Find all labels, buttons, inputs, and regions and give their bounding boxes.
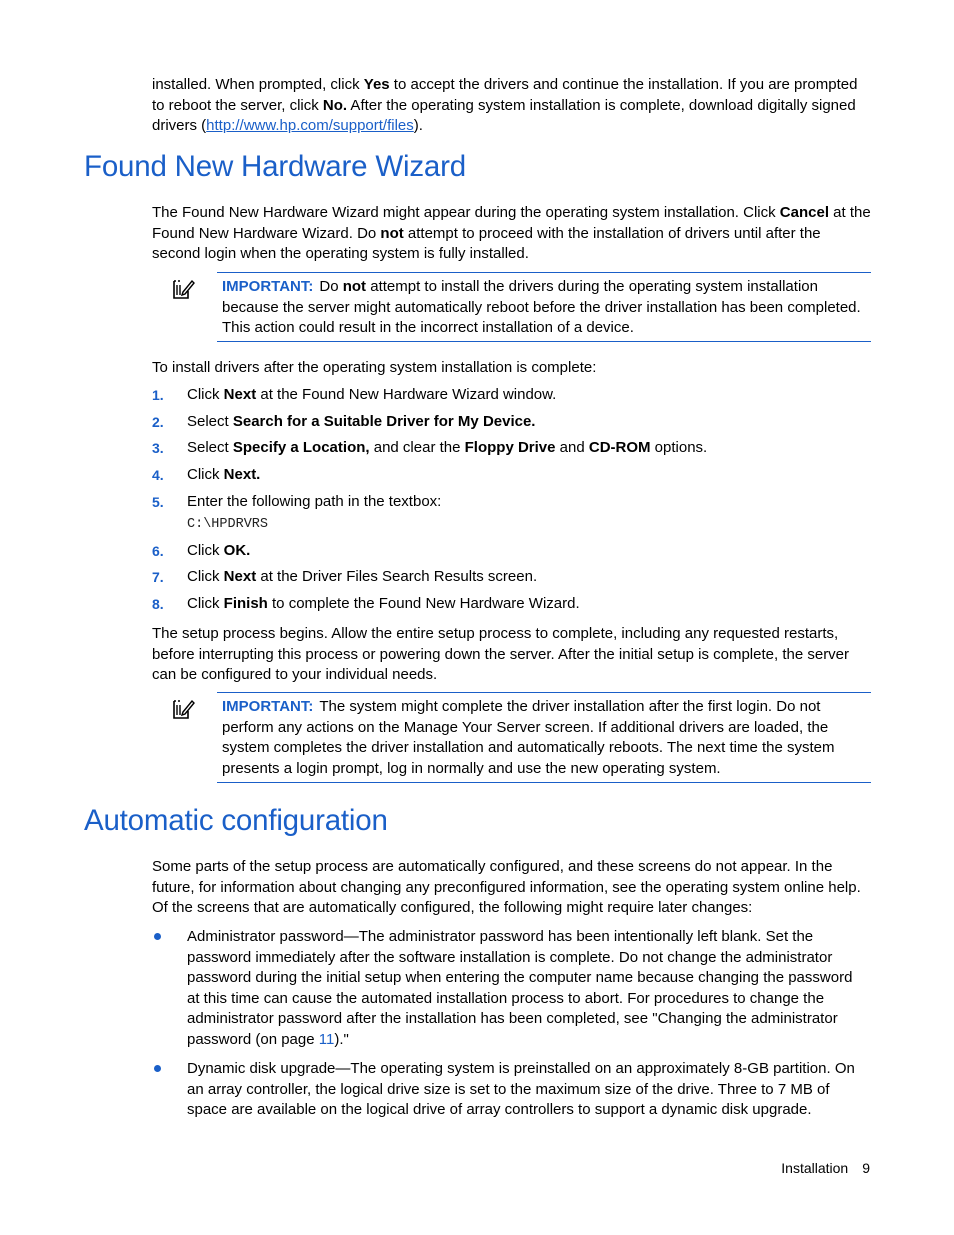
setup-paragraph: The setup process begins. Allow the entire setup process to complete, including any requested restarts, before interrupting this process or powering down the server. After the initial setup is complete, the server can be configured to your individual needs. bbox=[152, 625, 850, 684]
important-note-2 bbox=[217, 692, 871, 783]
s1-bold-cancel: Cancel bbox=[779, 204, 829, 221]
page-footer bbox=[781, 1158, 870, 1179]
s1-text-1: The Found New Hardware Wizard might appear during the operating system installation. Click bbox=[152, 204, 780, 221]
s1-text-2: at the Found New Hardware Wizard. Do bbox=[152, 204, 871, 242]
step-text: Select bbox=[187, 439, 233, 456]
section2-paragraph: Some parts of the setup process are automatically configured, and these screens do not appear. In the future, for information about changing any preconfigured information, see the operating system online help. Of the screens that are automatically configured, the following might require later changes: bbox=[152, 858, 861, 917]
s1-text-3: attempt to proceed with the installation of drivers until after the second login when the operating system is fully installed. bbox=[152, 224, 821, 263]
important-1-post: attempt to install the drivers during the operating system installation because the server might automatically reboot before the driver installation has been completed. This action could result in the incorrect installation of a device. bbox=[222, 278, 861, 337]
step-text: options. bbox=[650, 439, 708, 456]
important-note-1 bbox=[217, 272, 871, 342]
hp-support-link[interactable]: http://www.hp.com/support/files bbox=[206, 117, 414, 135]
step-number: 1. bbox=[152, 387, 164, 403]
important-note-icon bbox=[171, 697, 195, 721]
bullet-text bbox=[187, 927, 869, 1051]
intro-text-4: ). bbox=[413, 117, 423, 135]
important-note-icon bbox=[171, 277, 195, 301]
important-1-bold: not bbox=[342, 278, 367, 295]
step-text: to complete the Found New Hardware Wizard. bbox=[267, 595, 580, 612]
step-number: 8. bbox=[152, 596, 164, 612]
intro-text-2: to accept the drivers and continue the installation. If you are prompted to reboot the server, click bbox=[152, 76, 858, 114]
s1-bold-not: not bbox=[380, 224, 404, 242]
intro-text-3: After the operating system installation is complete, download digitally signed drivers ( bbox=[152, 96, 856, 135]
footer-section-title: Installation bbox=[781, 1160, 849, 1176]
step-text: at the Found New Hardware Wizard window. bbox=[256, 386, 557, 403]
step-text: Enter the following path in the textbox: bbox=[187, 493, 442, 510]
step-bold: Next. bbox=[223, 466, 261, 483]
step-bold: CD-ROM bbox=[588, 439, 651, 456]
step-number: 3. bbox=[152, 440, 164, 456]
step-bold: Next bbox=[223, 386, 257, 403]
step-text: Click bbox=[187, 542, 224, 559]
path-code: C:\HPDRVRS bbox=[187, 516, 269, 532]
important-2-text: The system might complete the driver installation after the first login. Do not perform any actions on the Manage Your Server screen. If additional drivers are loaded, the system completes the driver installation and automatically reboots. The next time the system presents a login prompt, log in normally and use the new operating system. bbox=[222, 698, 835, 777]
section1-paragraph bbox=[152, 203, 872, 265]
step-text: Click bbox=[187, 568, 224, 585]
important-label: IMPORTANT: bbox=[222, 698, 314, 715]
bullet-icon bbox=[154, 1065, 161, 1072]
step-text: at the Driver Files Search Results screen. bbox=[256, 568, 538, 585]
important-note-2-text bbox=[222, 697, 862, 779]
section-heading-found-new-hardware: Found New Hardware Wizard bbox=[84, 150, 466, 183]
step-bold: OK. bbox=[223, 542, 251, 559]
bullet-text-pre: Administrator password—The administrator password has been intentionally left blank. Set the password immediately after the software installation is complete. Do not change the administrator password during the initial setup when entering the computer name because changing the password at this time can cause the automated installation process to abort. For procedures to change the administrator password after the installation has been completed, see "Changing the administrator password (on page bbox=[187, 928, 853, 1048]
step-number: 2. bbox=[152, 414, 164, 430]
important-note-1-text bbox=[222, 277, 862, 339]
bullet-text: Dynamic disk upgrade—The operating system is preinstalled on an approximately 8-GB partition. On an array controller, the logical drive size is set to the maximum size of the drive. Three to 7 MB of space are available on the logical drive of array controllers to support a dynamic disk upgrade. bbox=[187, 1060, 855, 1119]
step-text: Select bbox=[187, 413, 233, 430]
intro-text-1: installed. When prompted, click bbox=[152, 76, 364, 93]
step-bold: Specify a Location, bbox=[232, 439, 370, 456]
step-bold: Floppy Drive bbox=[464, 439, 556, 456]
intro-bold-yes: Yes bbox=[363, 76, 390, 93]
list-item bbox=[152, 927, 872, 1051]
page-11-link[interactable]: 11 bbox=[318, 1030, 335, 1048]
step-number: 6. bbox=[152, 543, 164, 559]
important-label: IMPORTANT: bbox=[222, 278, 314, 295]
intro-paragraph bbox=[152, 75, 872, 137]
step-text: Click bbox=[187, 466, 224, 483]
step-number: 4. bbox=[152, 467, 164, 483]
intro-bold-no: No. bbox=[322, 96, 348, 114]
step-bold: Finish bbox=[223, 595, 268, 612]
bullet-text-post: )." bbox=[334, 1030, 349, 1048]
important-1-pre: Do bbox=[319, 278, 343, 295]
step-number: 5. bbox=[152, 494, 164, 510]
list-item bbox=[152, 1059, 872, 1121]
bullet-icon bbox=[154, 933, 161, 940]
step-number: 7. bbox=[152, 569, 164, 585]
section-heading-automatic-configuration: Automatic configuration bbox=[84, 804, 388, 837]
steps-lead: To install drivers after the operating system installation is complete: bbox=[152, 359, 597, 376]
step-text: Click bbox=[187, 595, 224, 612]
step-text: Click bbox=[187, 386, 224, 403]
step-bold: Search for a Suitable Driver for My Device. bbox=[232, 413, 536, 430]
step-text: and bbox=[555, 439, 589, 456]
step-bold: Next bbox=[223, 568, 257, 585]
page-number: 9 bbox=[862, 1160, 870, 1176]
step-text: and clear the bbox=[369, 439, 465, 456]
